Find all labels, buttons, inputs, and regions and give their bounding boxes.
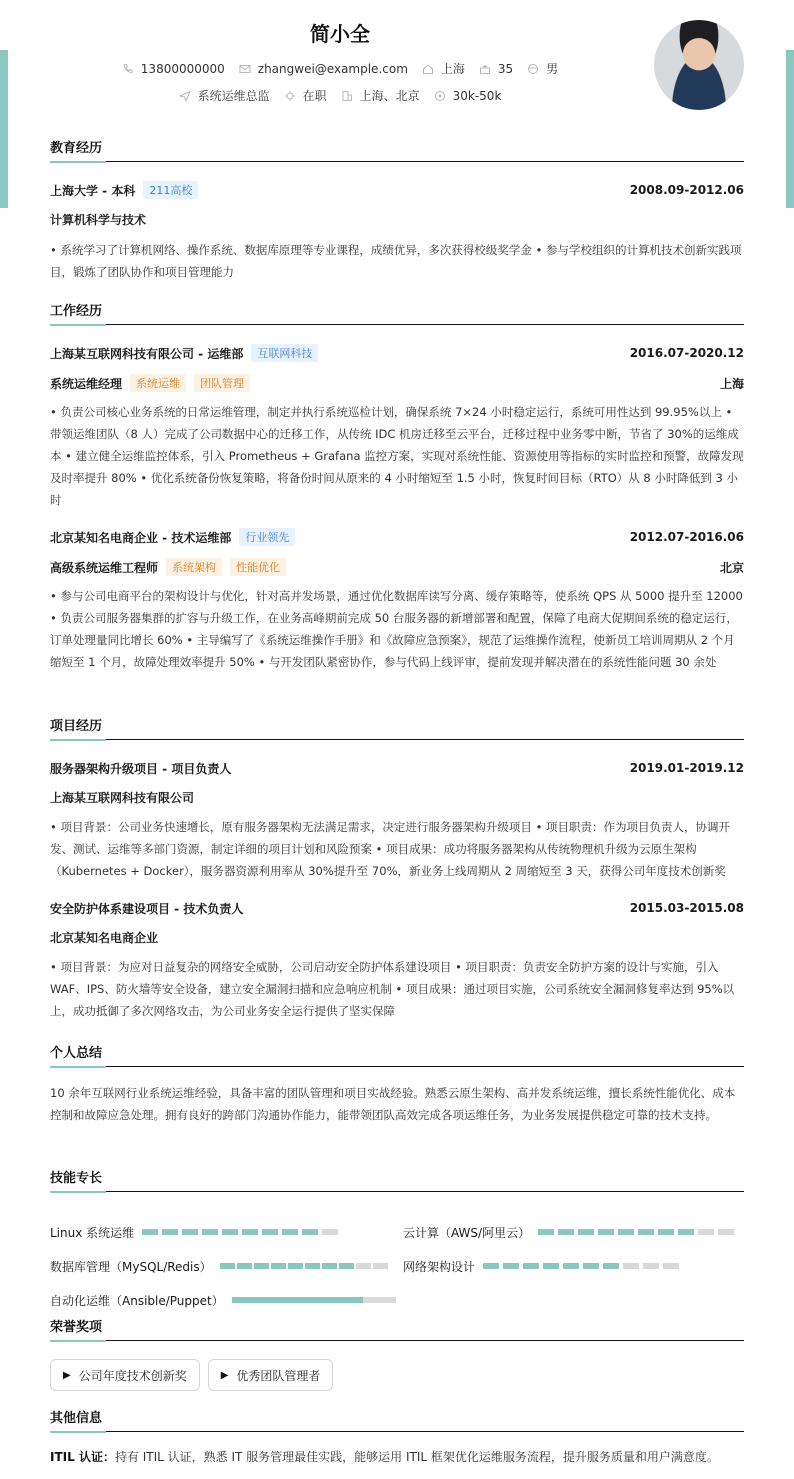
award-item: ▶ 公司年度技术创新奖	[50, 1359, 200, 1391]
avatar	[654, 20, 744, 110]
skill-item	[403, 1222, 734, 1242]
section-title: 技能专长	[50, 1170, 744, 1192]
job-status: 在职	[284, 87, 327, 104]
education-item	[50, 180, 744, 283]
job-intent-row	[0, 87, 680, 104]
skill-name: 自动化运维（Ansible/Puppet）	[50, 1293, 224, 1308]
mail-icon	[239, 63, 251, 75]
job-salary: 30k-50k	[434, 89, 502, 103]
project-company: 上海某互联网科技有限公司	[50, 791, 195, 805]
company-name: 北京某知名电商企业 - 技术运维部	[50, 530, 232, 545]
building-icon	[341, 90, 353, 102]
contact-gender: 男	[527, 60, 558, 77]
work-section	[50, 303, 744, 673]
position-tag: 系统架构	[166, 558, 222, 576]
work-description: • 参与公司电商平台的架构设计与优化，针对高并发场景，通过优化数据库读写分离、缓存策略等，使系统 QPS 从 5000 提升至 12000 • 负责公司服务器集群的扩容与升级工作，在业务高峰期前完成 50 台服务器的新增部署和配置，保障了电商大促期间系统的稳定运行，订单处理量同比增长 60% • 主导编写了《系统运维操作手册》和《故障应急预案》，规范了运维操作流程，使新员工培训周期从 2 个月缩短至 1 个月，故障处理效率提升 50% • 与开发团队紧密协作，参与代码上线评审，提前发现并解决潜在的系统性能问题 30 余处	[50, 589, 743, 669]
position-tag: 系统运维	[130, 374, 186, 392]
skill-level-bar	[232, 1297, 396, 1303]
other-section	[50, 1410, 744, 1465]
work-date: 2012.07-2016.06	[629, 530, 744, 544]
project-date: 2015.03-2015.08	[629, 901, 744, 915]
awards-list	[50, 1359, 744, 1391]
work-date: 2016.07-2020.12	[629, 346, 744, 360]
skill-item	[50, 1256, 388, 1276]
candidate-name: 简小全	[310, 22, 370, 46]
work-item	[50, 527, 744, 673]
position-title: 高级系统运维工程师	[50, 560, 159, 575]
school-name: 上海大学 - 本科	[50, 183, 136, 198]
section-title: 其他信息	[50, 1410, 744, 1432]
section-title: 个人总结	[50, 1045, 744, 1067]
summary-section	[50, 1045, 744, 1126]
summary-text: 10 余年互联网行业系统运维经验，具备丰富的团队管理和项目实战经验。熟悉云原生架构、高并发系统运维，擅长系统性能优化、成本控制和故障应急处理。拥有良好的跨部门沟通协作能力，能带领团队高效完成各项运维任务，为业务发展提供稳定可靠的技术支持。	[50, 1086, 736, 1122]
work-location: 上海	[719, 376, 744, 391]
skill-level-bar	[142, 1229, 338, 1235]
skill-item	[403, 1256, 679, 1276]
company-tag: 互联网科技	[251, 344, 318, 362]
education-section	[50, 140, 744, 283]
other-label: ITIL 认证：	[50, 1450, 115, 1464]
projects-section	[50, 718, 744, 1022]
section-title: 教育经历	[50, 140, 744, 162]
project-description: • 项目背景：为应对日益复杂的网络安全威胁，公司启动安全防护体系建设项目 • 项目职责：负责安全防护方案的设计与实施，引入 WAF、IPS、防火墙等安全设备，建立安全漏洞扫描和应急响应机制 • 项目成果：通过项目实施，公司系统安全漏洞修复率达到 95%以上，成功抵御了多次网络攻击，为公司业务安全运行提供了坚实保障	[50, 960, 735, 1018]
education-description: • 系统学习了计算机网络、操作系统、数据库原理等专业课程，成绩优异，多次获得校级奖学金 • 参与学校组织的计算机技术创新实践项目，锻炼了团队协作和项目管理能力	[50, 243, 742, 279]
skills-section	[50, 1170, 744, 1308]
work-location: 北京	[719, 560, 744, 575]
triangle-icon: ▶	[63, 1369, 71, 1381]
triangle-icon: ▶	[220, 1369, 229, 1381]
job-cities: 上海、北京	[341, 87, 420, 104]
contact-email: zhangwei@example.com	[239, 62, 408, 76]
award-item: ▶ 优秀团队管理者	[208, 1359, 334, 1391]
contact-row	[0, 60, 680, 77]
age-icon	[479, 63, 491, 75]
awards-section	[50, 1319, 744, 1391]
section-title: 荣誉奖项	[50, 1319, 744, 1341]
job-position: 系统运维总监	[179, 87, 270, 104]
status-icon	[284, 90, 296, 102]
project-company: 北京某知名电商企业	[50, 931, 159, 945]
skill-name: 数据库管理（MySQL/Redis）	[50, 1259, 212, 1274]
other-info	[50, 1448, 744, 1465]
project-description: • 项目背景：公司业务快速增长，原有服务器架构无法满足需求，决定进行服务器架构升级项目 • 项目职责：作为项目负责人，协调开发、测试、运维等多部门资源，制定详细的项目计划和风险预案 • 项目成果：成功将服务器架构从传统物理机升级为云原生架构（Kubernetes + Docker），服务器资源利用率从 30%提升至 70%，新业务上线周期从 2 周缩短至 3 天，获得公司年度技术创新奖	[50, 820, 731, 878]
project-name: 安全防护体系建设项目 - 技术负责人	[50, 901, 244, 916]
project-item	[50, 898, 744, 1022]
section-title: 工作经历	[50, 303, 744, 325]
school-tag: 211高校	[143, 181, 198, 199]
project-item	[50, 758, 744, 882]
project-date: 2019.01-2019.12	[629, 761, 744, 775]
skill-item	[50, 1290, 396, 1310]
contact-phone: 13800000000	[122, 62, 225, 76]
send-icon	[179, 90, 191, 102]
phone-icon	[122, 63, 134, 75]
salary-icon	[434, 90, 446, 102]
work-description: • 负责公司核心业务系统的日常运维管理，制定并执行系统巡检计划，确保系统 7×24 小时稳定运行，系统可用性达到 99.95%以上 • 带领运维团队（8 人）完成了公司数据中心的迁移工作，从传统 IDC 机房迁移至云平台，迁移过程中业务零中断，节省了 30%的运维成本 • 建立健全运维监控体系，引入 Prometheus + Grafana 监控方案，实现对系统性能、资源使用等指标的实时监控和预警，故障发现及时率提升 80% • 优化系统备份恢复策略，将备份时间从原来的 4 小时缩短至 1.5 小时，恢复时间目标（RTO）从 8 小时降低到 3 小时	[50, 405, 744, 507]
work-item	[50, 343, 744, 511]
home-icon	[422, 63, 434, 75]
skill-name: 云计算（AWS/阿里云）	[403, 1225, 531, 1240]
skill-name: 网络架构设计	[403, 1259, 476, 1274]
skills-grid	[50, 1192, 744, 1308]
education-date: 2008.09-2012.06	[629, 183, 744, 197]
contact-city: 上海	[422, 60, 465, 77]
major: 计算机科学与技术	[50, 213, 147, 227]
skill-level-bar	[538, 1229, 734, 1235]
skill-name: Linux 系统运维	[50, 1225, 135, 1240]
contact-age: 35	[479, 62, 513, 76]
section-title: 项目经历	[50, 718, 744, 740]
skill-level-bar	[483, 1263, 679, 1269]
position-tag: 团队管理	[194, 374, 250, 392]
other-text: 持有 ITIL 认证，熟悉 IT 服务管理最佳实践，能够运用 ITIL 框架优化运维服务流程，提升服务质量和用户满意度。	[114, 1450, 719, 1464]
company-name: 上海某互联网科技有限公司 - 运维部	[50, 346, 244, 361]
position-tag: 性能优化	[230, 558, 286, 576]
skill-level-bar	[220, 1263, 388, 1269]
gender-icon	[527, 63, 539, 75]
resume-header	[0, 0, 794, 128]
company-tag: 行业领先	[239, 528, 295, 546]
position-title: 系统运维经理	[50, 376, 123, 391]
project-name: 服务器架构升级项目 - 项目负责人	[50, 761, 232, 776]
skill-item	[50, 1222, 338, 1242]
